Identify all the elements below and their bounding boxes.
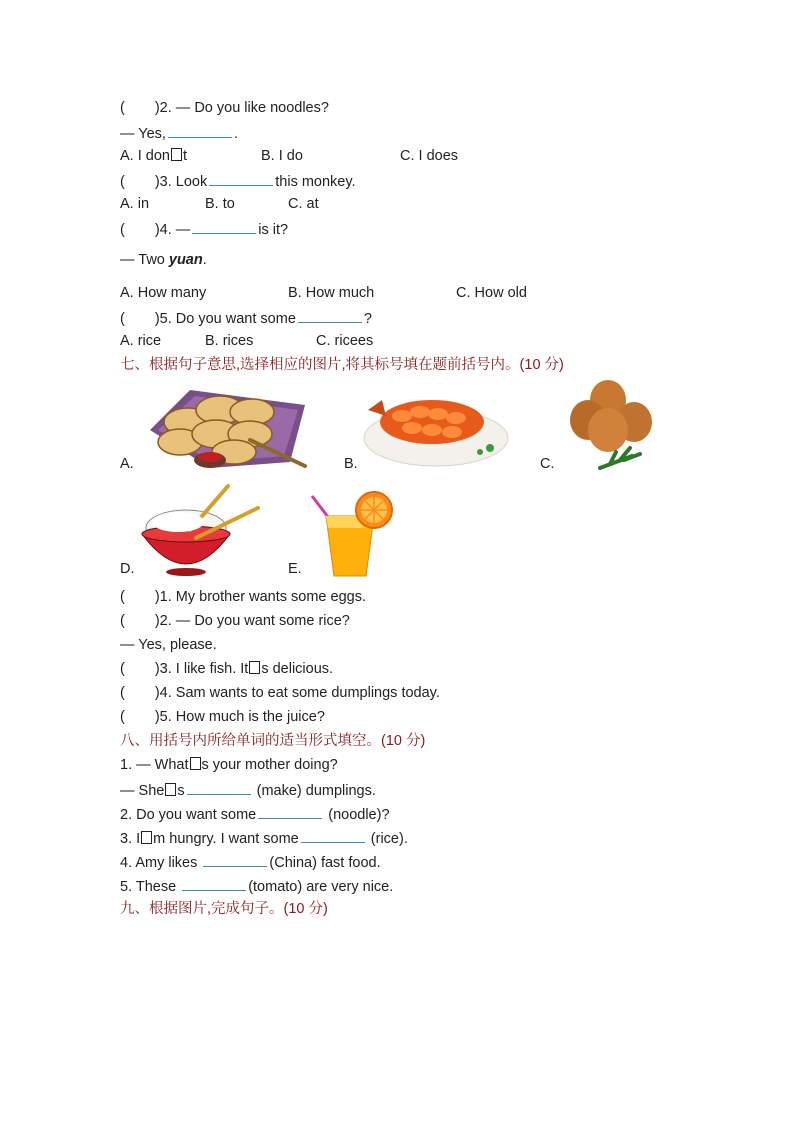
s8-q2: 2. Do you want some (noodle)? [120,804,390,824]
q3-options [120,195,420,213]
picture-label-c: C. [540,456,555,472]
option-c[interactable]: C. at [288,196,319,212]
picture-label-d: D. [120,561,135,577]
section7-heading: 七、根据句子意思,选择相应的图片,将其标号填在题前括号内。(10 分) [120,357,564,373]
answer-blank[interactable] [203,852,267,867]
option-b[interactable]: B. I do [261,148,303,164]
q2-line: ( )2. — Do you like noodles? [120,100,329,116]
juice-picture [308,488,398,580]
s8-q5: 5. These (tomato) are very nice. [120,876,393,896]
eggs-picture [560,376,660,474]
s7-item-2: ( )2. — Do you want some rice? [120,613,350,629]
answer-blank[interactable] [182,876,246,891]
q2-reply: — Yes, . [120,123,238,143]
option-c[interactable]: C. I does [400,148,459,164]
answer-blank[interactable] [301,828,365,843]
s7-item-4: ( )4. Sam wants to eat some dumplings today. [120,685,440,701]
q3-line: ( )3. Look this monkey. [120,171,356,191]
rice-bowl-picture [138,482,262,578]
option-c[interactable]: C. ricees [316,333,374,349]
picture-label-e: E. [288,561,302,577]
answer-blank[interactable] [258,804,322,819]
s8-q4: 4. Amy likes (China) fast food. [120,852,381,872]
answer-blank[interactable] [187,780,251,795]
option-b[interactable]: B. How much [288,285,375,301]
q4-options [120,284,560,302]
q4-reply: — Two yuan. [120,252,207,268]
picture-label-b: B. [344,456,358,472]
answer-blank[interactable] [298,308,362,323]
s7-item-5: ( )5. How much is the juice? [120,709,325,725]
q2-options [120,147,520,165]
s7-item-2-reply: — Yes, please. [120,637,217,653]
s8-q1-reply: — She s (make) dumplings. [120,780,376,800]
option-c[interactable]: C. How old [456,285,527,301]
q5-options [120,332,420,350]
section9-heading: 九、根据图片,完成句子。(10 分) [120,901,328,917]
option-a[interactable]: A. rice [120,333,162,349]
dumplings-picture [140,380,315,472]
answer-blank[interactable] [209,171,273,186]
s8-q1: 1. — What s your mother doing? [120,757,338,773]
q5-line: ( )5. Do you want some ? [120,308,372,328]
answer-blank[interactable] [168,123,232,138]
option-a[interactable]: A. I don t [120,148,188,164]
s8-q3: 3. I m hungry. I want some (rice). [120,828,408,848]
picture-label-a: A. [120,456,134,472]
answer-blank[interactable] [192,219,256,234]
fish-dish-picture [362,382,510,470]
q4-line: ( )4. — is it? [120,219,288,239]
option-a[interactable]: A. in [120,196,150,212]
s7-item-3: ( )3. I like fish. It s delicious. [120,661,334,677]
section8-heading: 八、用括号内所给单词的适当形式填空。(10 分) [120,733,426,749]
option-a[interactable]: A. How many [120,285,207,301]
option-b[interactable]: B. rices [205,333,254,349]
s7-item-1: ( )1. My brother wants some eggs. [120,589,366,605]
option-b[interactable]: B. to [205,196,235,212]
